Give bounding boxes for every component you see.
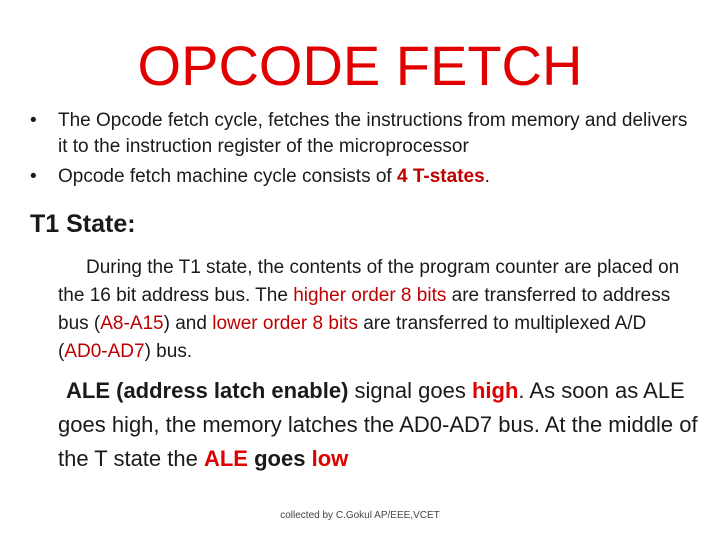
text-run: are transferred to address bus ( [58, 285, 671, 334]
bullet-item [30, 108, 700, 160]
highlight-a8-a15: A8-A15 [100, 313, 164, 334]
text-run: ) bus. [144, 341, 193, 362]
text-run: . As soon as ALE goes high, the memory latches the AD0-AD7 bus. At the middle of the T state the [58, 378, 698, 471]
text-run: are transferred to multiplexed A/D ( [58, 313, 647, 362]
highlight-ale: ALE [203, 446, 248, 471]
highlight-higher-order: higher order 8 bits [293, 285, 447, 306]
t1-state-heading: T1 State: [30, 210, 136, 238]
bullet-text: The Opcode fetch cycle, fetches the instructions from memory and delivers it to the instruction register of the microprocessor [58, 110, 688, 157]
ale-term: ALE (address latch enable) [66, 378, 349, 403]
slide-title: OPCODE FETCH [137, 34, 583, 97]
bullet-marker-icon: • [30, 110, 37, 131]
bullet-list [30, 108, 700, 194]
highlight-low: low [311, 446, 349, 471]
t1-description [58, 254, 698, 366]
highlight-ad0-ad7: AD0-AD7 [64, 341, 145, 362]
goes-term: goes [254, 446, 306, 471]
text-run: signal goes [348, 378, 472, 403]
highlight-lower-order: lower order 8 bits [212, 313, 358, 334]
bullet-item [30, 164, 700, 190]
highlight-high: high [471, 378, 519, 403]
bullet-text-end: . [484, 166, 490, 187]
text-run: During the T1 state, the contents of the program counter are placed on the 16 bit address bus. The [58, 257, 680, 306]
footer-credit: collected by C.Gokul AP/EEE,VCET [280, 510, 440, 521]
bullet-marker-icon: • [30, 166, 37, 187]
t-states-highlight: 4 T-states [397, 166, 485, 187]
text-run: ) and [163, 313, 213, 334]
ale-description [58, 374, 708, 476]
bullet-text: Opcode fetch machine cycle consists of [58, 166, 397, 187]
